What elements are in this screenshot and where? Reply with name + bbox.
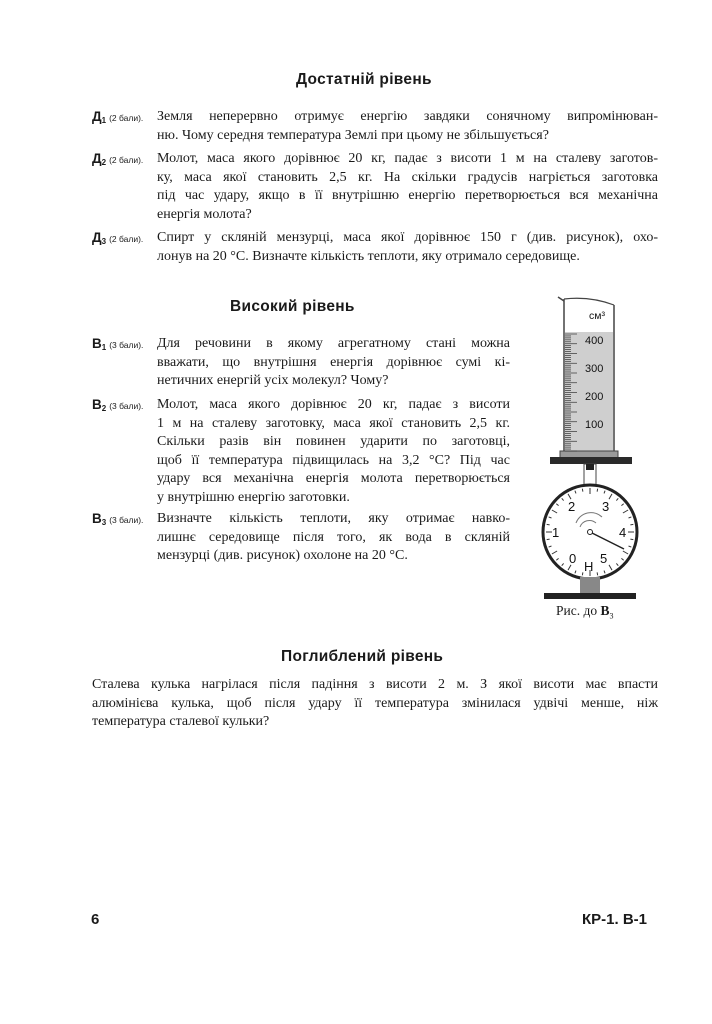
cylinder-unit-label: см³ bbox=[589, 310, 605, 322]
page-number: 6 bbox=[91, 911, 100, 928]
dial-number-5: 5 bbox=[600, 551, 608, 566]
task-code: $В_1$ (3 бали). bbox=[92, 336, 144, 352]
dial-tick bbox=[597, 489, 598, 492]
task-code: $В_3$ (3 бали). bbox=[92, 511, 144, 527]
task-code: $Д_1$ (2 бали). bbox=[92, 109, 144, 125]
task-text: Молот, маса якого дорівнює 20 кг, падає з висоти 1 м на сталеву заготовку, маса якої становить 2,5 кг. Скільки разів він повинен ударити по заготовці, щоб її температура підвищилась на 3,2 °С? Під час удару вся механічна енергія молота перетворюється у внутрішню енергію заготовки. bbox=[157, 397, 510, 505]
section-title-advanced: Поглиблений рівень bbox=[281, 648, 444, 665]
cylinder-mark-100: 100 bbox=[585, 419, 604, 431]
task-text: Визначте кількість теплоти, яку отримає навко- лишнє середовище після того, як вода в скляній мензурці (див. рисунок) охолоне на 20 °С. bbox=[157, 511, 510, 563]
task-code: $Д_2$ (2 бали). bbox=[92, 151, 144, 167]
task-code: $Д_3$ (2 бали). bbox=[92, 230, 144, 246]
figure-caption: Рис. до $В_3$ bbox=[556, 603, 614, 621]
dial-number-0: 0 bbox=[569, 551, 577, 566]
dial-tick bbox=[547, 539, 550, 540]
task-text: Спирт у скляній мензурці, маса якої дорівнює 150 г (див. рисунок), охо- лонув на 20 °С. Визначте кількість теплоти, яку отримало середовище. bbox=[157, 230, 658, 264]
dial-tick bbox=[630, 524, 633, 525]
section-title-high: Високий рівень bbox=[230, 298, 355, 315]
dial-unit: Н bbox=[584, 559, 594, 574]
dial-number-3: 3 bbox=[602, 499, 610, 514]
cylinder-mark-400: 400 bbox=[585, 335, 604, 347]
dial-tick bbox=[582, 489, 583, 492]
task-advanced: Сталева кулька нагрілася після падіння з висоти 2 м. З якої висоти має впасти алюмінієва кулька, щоб після удару її температура змінилася удвічі менше, ніж температура сталевої кульки? bbox=[92, 677, 658, 729]
dial-number-2: 2 bbox=[568, 499, 576, 514]
dial-tick bbox=[597, 572, 598, 575]
task-text: Молот, маса якого дорівнює 20 кг, падає з висоти 1 м на сталеву заготов- ку, маса якої становить 2,5 кг. На скільки градусів нагріється заготовка під час удару, якщо в її внутрішню енергію перетворюється вся механічна енергія молота? bbox=[157, 151, 658, 222]
cylinder-mark-300: 300 bbox=[585, 363, 604, 375]
dial-tick bbox=[582, 572, 583, 575]
dial-tick bbox=[630, 539, 633, 540]
task-code: $В_2$ (3 бали). bbox=[92, 397, 144, 413]
dial-number-1: 1 bbox=[552, 525, 560, 540]
test-code: КР-1. В-1 bbox=[582, 911, 648, 928]
task-text: Земля неперервно отримує енергію завдяки сонячному випромінюван- ню. Чому середня температура Землі при цьому не збільшується? bbox=[157, 109, 658, 143]
cylinder-scale-figure bbox=[540, 295, 640, 605]
dial-number-4: 4 bbox=[619, 525, 627, 540]
task-text: Для речовини в якому агрегатному стані можна вважати, що внутрішня енергія дорівнює сумі кі- нетичних енергій усіх молекул? Чому? bbox=[157, 336, 510, 388]
section-title-sufficient: Достатній рівень bbox=[296, 71, 432, 88]
dial-tick bbox=[547, 524, 550, 525]
cylinder-mark-200: 200 bbox=[585, 391, 604, 403]
